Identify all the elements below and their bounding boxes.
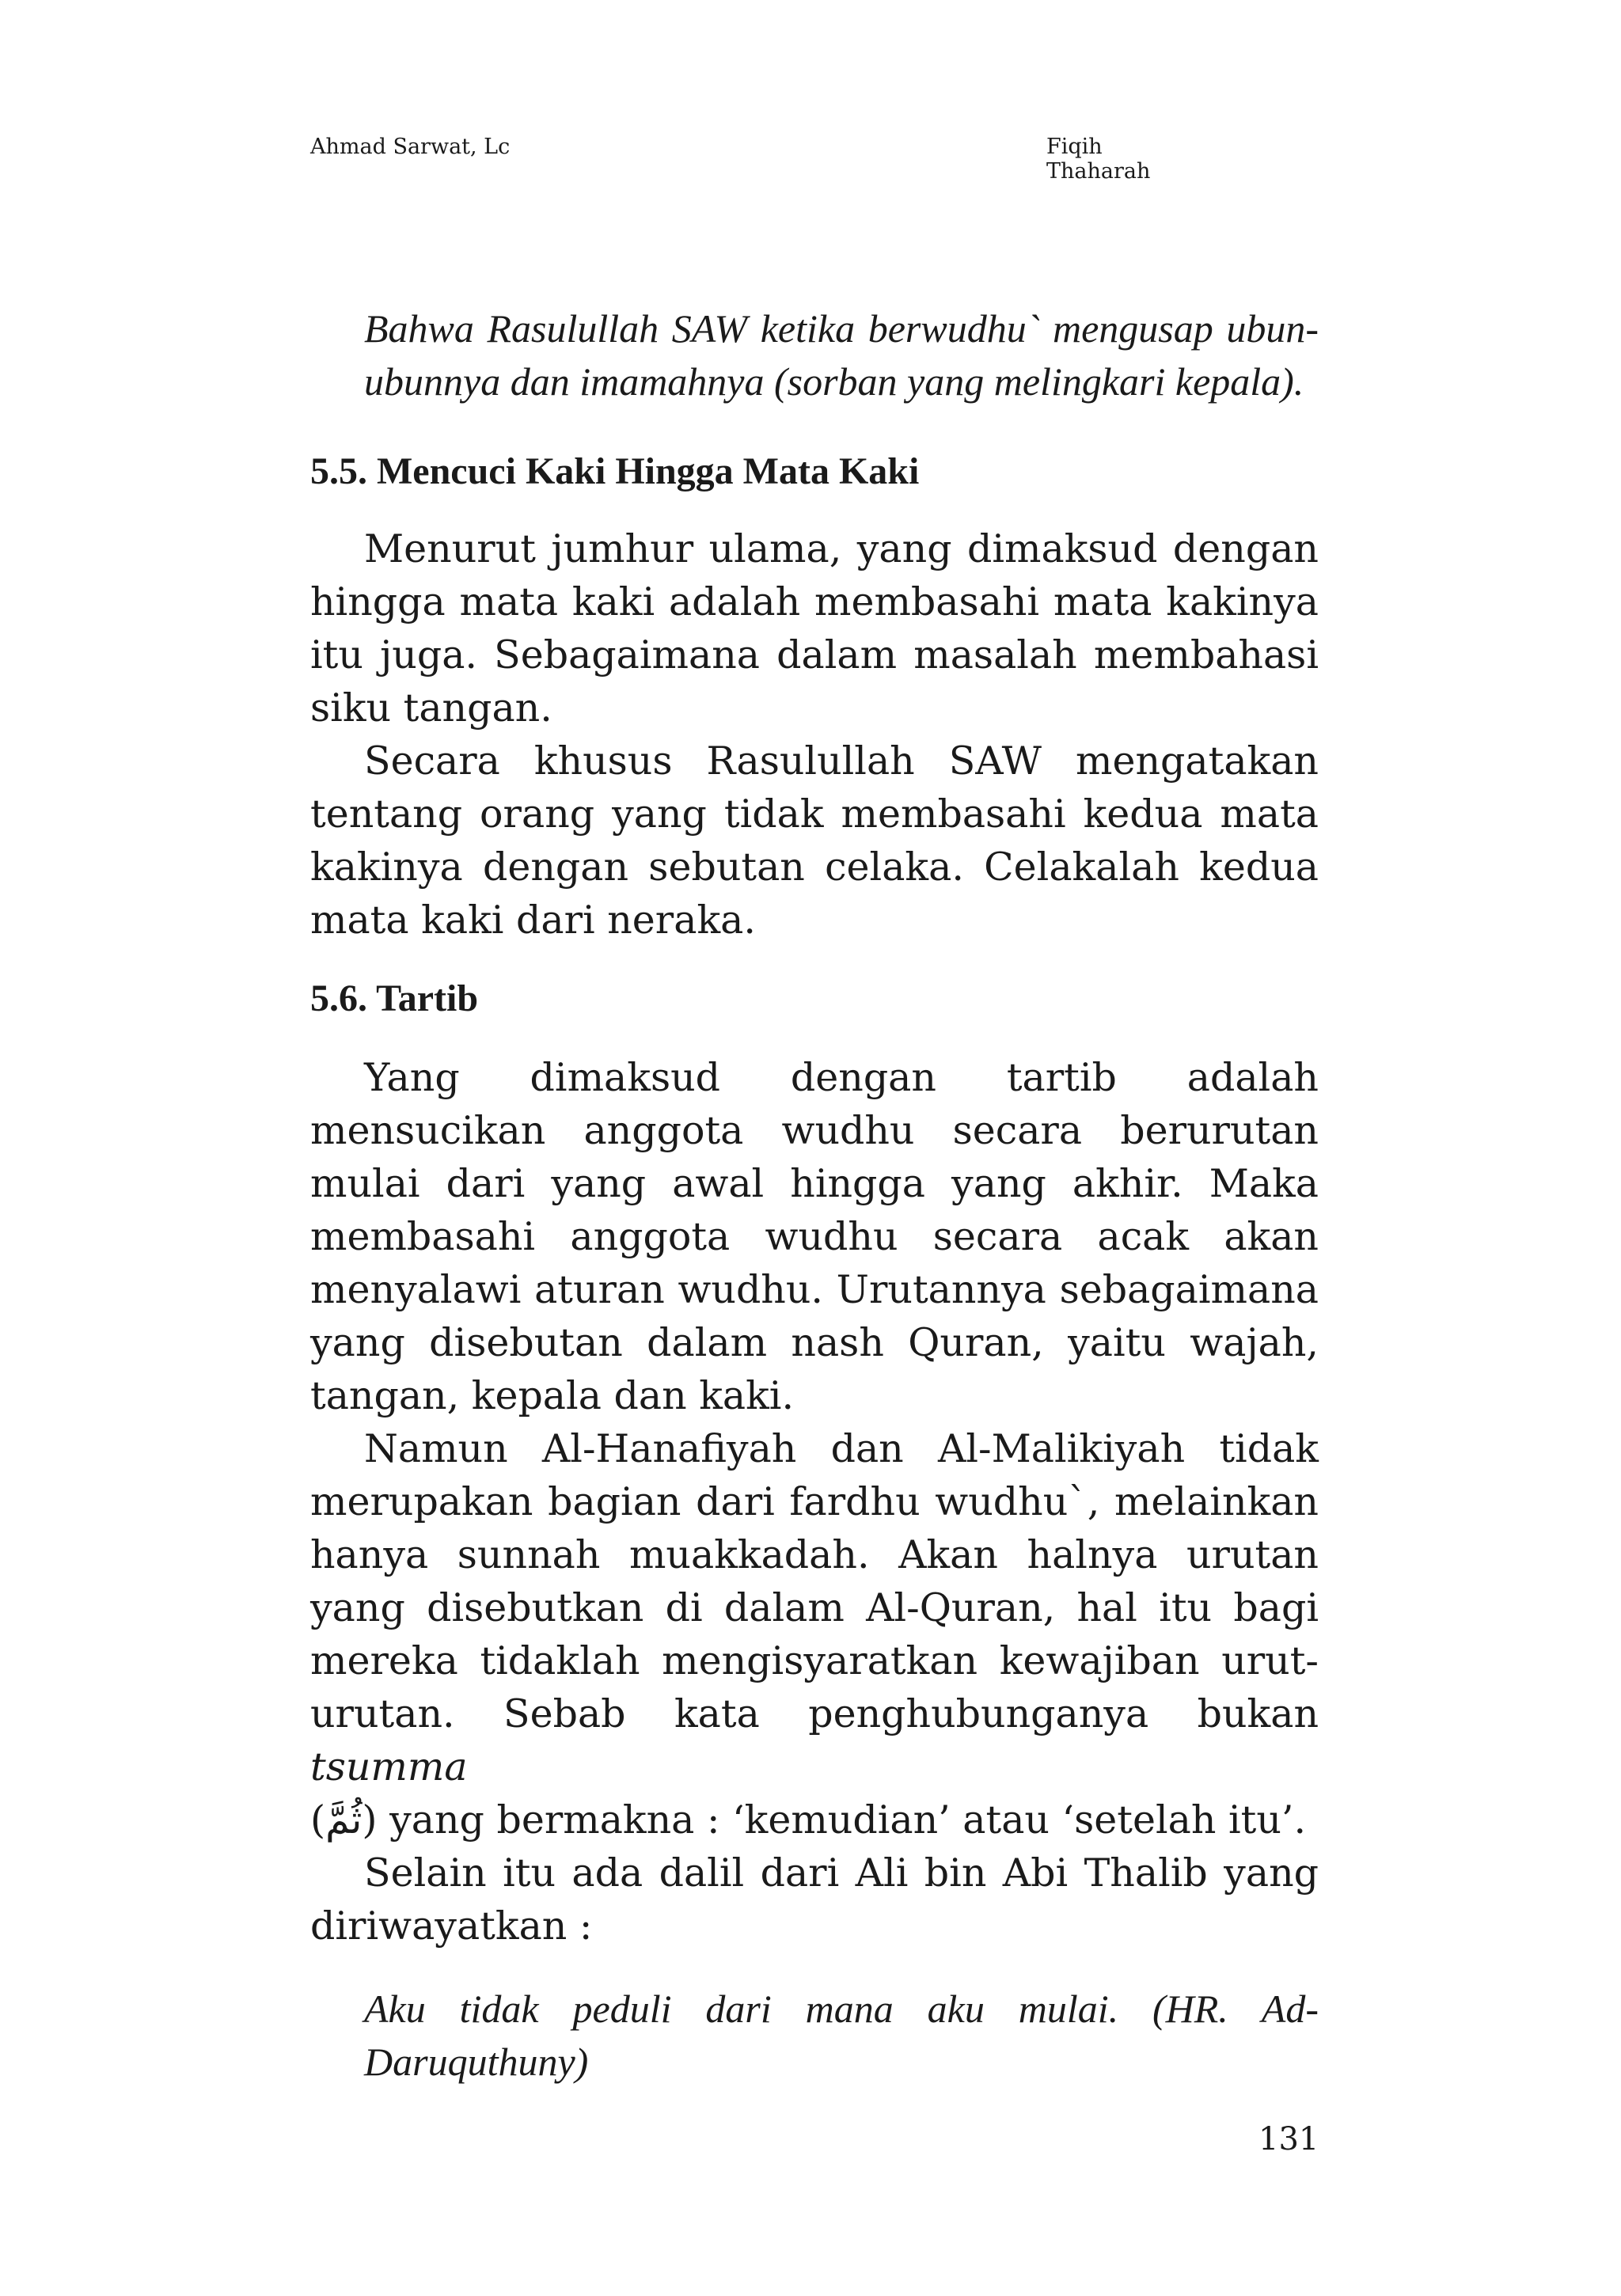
- header-book-title: Fiqih Thaharah: [1046, 135, 1151, 184]
- page-body: [310, 302, 1319, 2128]
- paragraph: Yang dimaksud dengan tartib adalah mensucikan anggota wudhu secara berurutan mulai dari yang awal hingga yang akhir. Maka membasahi anggota wudhu secara acak akan menyalawi aturan wudhu. Urutannya sebagaimana yang disebutan dalam nash Quran, yaitu wajah, tangan, kepala dan kaki.: [310, 1055, 1319, 1418]
- running-header: [310, 135, 1209, 184]
- paragraph: Selain itu ada dalil dari Ali bin Abi Thalib yang diriwayatkan :: [310, 1850, 1319, 1949]
- page-number: 131: [1258, 2121, 1319, 2157]
- header-author: Ahmad Sarwat, Lc: [310, 135, 511, 159]
- paragraph-text: Namun Al-Hanafiyah dan Al-Malikiyah tidak merupakan bagian dari fardhu wudhu`, melainkan hanya sunnah muakkadah. Akan halnya urutan yang disebutkan di dalam Al-Quran, hal itu bagi mereka tidaklah mengisyaratkan kewajiban urut-urutan. Sebab kata penghubunganya bukan: [310, 1426, 1319, 1736]
- arabic-term: (ثُمَّ): [310, 1797, 378, 1842]
- paragraph: Secara khusus Rasulullah SAW mengatakan tentang orang yang tidak membasahi kedua mata kakinya dengan sebutan celaka. Celakalah kedua mata kaki dari neraka.: [310, 738, 1319, 943]
- section-heading-5-6: 5.6. Tartib: [310, 977, 479, 1019]
- paragraph: [310, 1422, 1319, 1846]
- hadith-quote: Bahwa Rasulullah SAW ketika berwudhu` mengusap ubun-ubunnya dan imamahnya (sorban yang melingkari kepala).: [364, 306, 1319, 404]
- hadith-quote: Aku tidak peduli dari mana aku mulai. (HR. Ad-Daruquthuny): [364, 1987, 1319, 2084]
- paragraph-text: yang bermakna : ‘kemudian’ atau ‘setelah itu’.: [377, 1797, 1307, 1842]
- section-heading-5-5: 5.5. Mencuci Kaki Hingga Mata Kaki: [310, 450, 920, 492]
- term-tsumma: tsumma: [310, 1744, 468, 1789]
- paragraph: Menurut jumhur ulama, yang dimaksud dengan hingga mata kaki adalah membasahi mata kakinya itu juga. Sebagaimana dalam masalah membahasi siku tangan.: [310, 526, 1319, 731]
